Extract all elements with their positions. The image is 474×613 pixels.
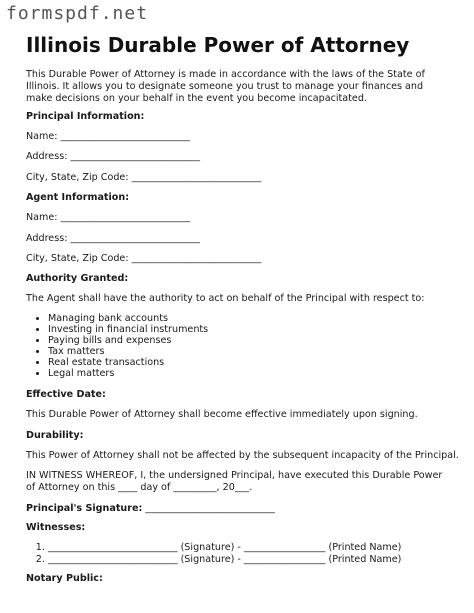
authority-text: The Agent shall have the authority to act on behalf of the Principal with respect to: <box>26 293 425 304</box>
signature-field[interactable]: ___________________________ <box>145 503 275 514</box>
witness-line[interactable]: 1. ___________________________ (Signature) - _________________ (Printed Name) <box>48 542 401 554</box>
agent-address-field[interactable]: Address: ___________________________ <box>26 233 201 244</box>
notary-heading: Notary Public: <box>26 573 103 584</box>
agent-city-field[interactable]: City, State, Zip Code: ___________________________ <box>26 253 262 264</box>
authority-list <box>26 313 208 379</box>
list-item: • Real estate transactions <box>48 357 208 368</box>
durability-text: This Power of Attorney shall not be affected by the subsequent incapacity of the Principal. <box>26 450 459 461</box>
list-item: • Legal matters <box>48 368 208 379</box>
principal-city-field[interactable]: City, State, Zip Code: ___________________________ <box>26 172 262 183</box>
list-item: • Tax matters <box>48 346 208 357</box>
principal-signature-row <box>26 503 275 515</box>
watermark: formspdf.net <box>6 3 149 24</box>
signature-label: Principal's Signature: <box>26 503 143 514</box>
principal-name-field[interactable]: Name: ___________________________ <box>26 131 191 142</box>
witness-whereof-paragraph: IN WITNESS WHEREOF, I, the undersigned Principal, have executed this Durable Power of Attorney on this ____ day of _________, 20___. <box>26 470 443 494</box>
principal-heading: Principal Information: <box>26 111 145 122</box>
effective-text: This Durable Power of Attorney shall become effective immediately upon signing. <box>26 409 418 420</box>
list-item: • Paying bills and expenses <box>48 335 208 346</box>
agent-heading: Agent Information: <box>26 192 130 203</box>
list-item: • Managing bank accounts <box>48 313 208 324</box>
witness-line[interactable]: 2. ___________________________ (Signature) - _________________ (Printed Name) <box>48 554 401 566</box>
effective-heading: Effective Date: <box>26 389 106 400</box>
principal-address-field[interactable]: Address: ___________________________ <box>26 151 201 162</box>
list-item: • Investing in financial instruments <box>48 324 208 335</box>
witnesses-list <box>26 542 401 566</box>
durability-heading: Durability: <box>26 430 84 441</box>
authority-heading: Authority Granted: <box>26 273 129 284</box>
agent-name-field[interactable]: Name: ___________________________ <box>26 212 191 223</box>
intro-paragraph: This Durable Power of Attorney is made in accordance with the laws of the State of Illinois. It allows you to designate someone you trust to manage your finances and make decisions on your behalf in the event you become incapacitated. <box>26 69 425 105</box>
document-title: Illinois Durable Power of Attorney <box>26 33 410 57</box>
witnesses-heading: Witnesses: <box>26 522 86 533</box>
